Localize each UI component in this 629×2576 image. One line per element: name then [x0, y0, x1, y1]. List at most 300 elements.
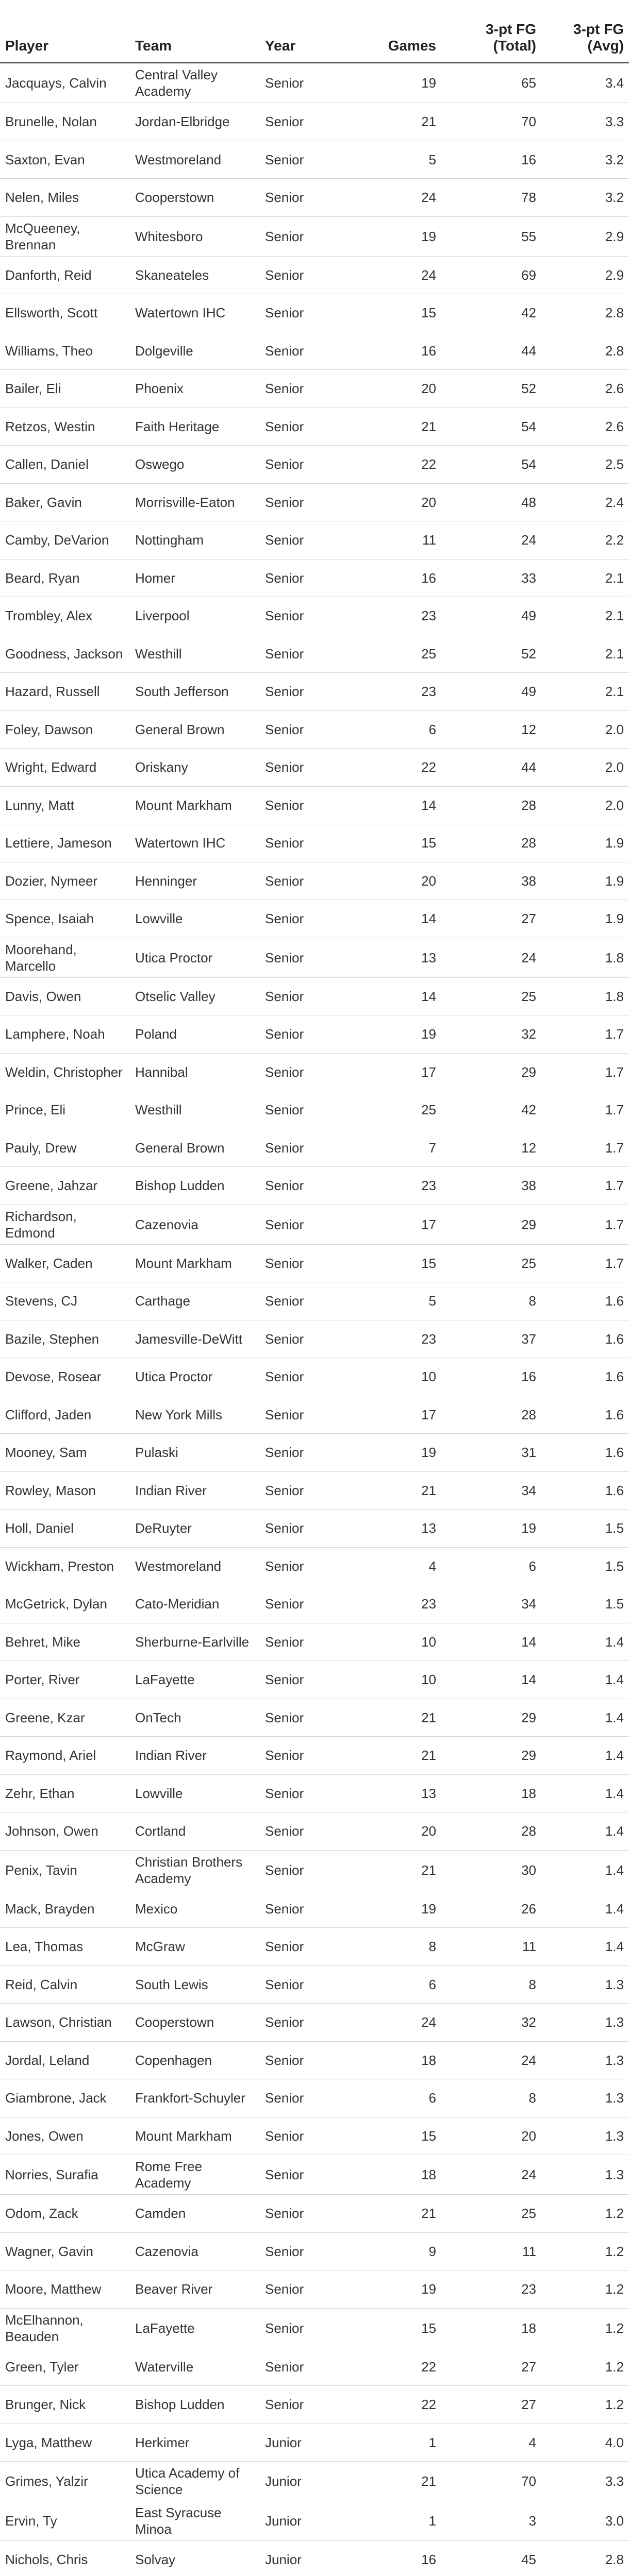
cell-games: 10 — [379, 1358, 441, 1396]
cell-3pt-total: 65 — [441, 63, 541, 103]
cell-3pt-avg: 1.3 — [541, 2041, 629, 2079]
cell-games: 21 — [379, 103, 441, 141]
cell-3pt-avg: 1.5 — [541, 1585, 629, 1623]
cell-3pt-avg: 1.6 — [541, 1471, 629, 1510]
cell-year: Senior — [260, 2195, 379, 2233]
table-row — [0, 216, 629, 256]
cell-player: Pauly, Drew — [0, 1129, 130, 1167]
cell-player: Reid, Calvin — [0, 1965, 130, 2004]
cell-games: 4 — [379, 1547, 441, 1585]
cell-3pt-avg: 3.2 — [541, 179, 629, 217]
cell-team: Indian River — [130, 1737, 260, 1775]
cell-games: 25 — [379, 1091, 441, 1129]
cell-player: Grimes, Yalzir — [0, 2462, 130, 2501]
cell-3pt-total: 16 — [441, 141, 541, 179]
cell-games: 15 — [379, 1244, 441, 1282]
cell-team: Oriskany — [130, 749, 260, 787]
header-year[interactable]: Year — [260, 0, 379, 63]
cell-player: Bailer, Eli — [0, 370, 130, 408]
cell-player: Odom, Zack — [0, 2195, 130, 2233]
cell-3pt-total: 12 — [441, 1129, 541, 1167]
cell-3pt-avg: 1.4 — [541, 1812, 629, 1851]
cell-year: Senior — [260, 977, 379, 1015]
cell-games: 17 — [379, 1053, 441, 1091]
cell-year: Senior — [260, 824, 379, 862]
table-row — [0, 2386, 629, 2424]
cell-team: Jamesville-DeWitt — [130, 1320, 260, 1358]
cell-team: East Syracuse Minoa — [130, 2501, 260, 2541]
cell-3pt-avg: 2.6 — [541, 370, 629, 408]
cell-games: 13 — [379, 938, 441, 977]
cell-player: Hazard, Russell — [0, 673, 130, 711]
cell-team: Phoenix — [130, 370, 260, 408]
cell-player: Lunny, Matt — [0, 786, 130, 824]
cell-team: Indian River — [130, 1471, 260, 1510]
cell-3pt-avg: 1.6 — [541, 1320, 629, 1358]
cell-player: Moore, Matthew — [0, 2270, 130, 2309]
cell-team: Cooperstown — [130, 179, 260, 217]
cell-year: Senior — [260, 256, 379, 294]
table-row — [0, 1244, 629, 1282]
cell-3pt-avg: 3.0 — [541, 2501, 629, 2541]
table-row — [0, 1167, 629, 1205]
cell-team: Central Valley Academy — [130, 63, 260, 103]
table-row — [0, 1396, 629, 1434]
cell-3pt-total: 20 — [441, 2117, 541, 2155]
cell-3pt-avg: 1.4 — [541, 1699, 629, 1737]
cell-team: Sherburne-Earlville — [130, 1623, 260, 1661]
cell-team: Cortland — [130, 1812, 260, 1851]
cell-player: Nelen, Miles — [0, 179, 130, 217]
cell-3pt-avg: 1.6 — [541, 1358, 629, 1396]
cell-games: 21 — [379, 2462, 441, 2501]
cell-3pt-total: 78 — [441, 179, 541, 217]
cell-games: 18 — [379, 2041, 441, 2079]
cell-year: Senior — [260, 1737, 379, 1775]
cell-3pt-avg: 1.5 — [541, 1510, 629, 1548]
cell-games: 7 — [379, 1129, 441, 1167]
cell-3pt-avg: 1.4 — [541, 1850, 629, 1890]
cell-games: 17 — [379, 1205, 441, 1244]
cell-year: Senior — [260, 1471, 379, 1510]
cell-3pt-total: 29 — [441, 1699, 541, 1737]
cell-games: 13 — [379, 1774, 441, 1812]
cell-3pt-avg: 1.5 — [541, 1547, 629, 1585]
cell-games: 10 — [379, 1661, 441, 1699]
cell-team: Cazenovia — [130, 2232, 260, 2270]
cell-team: South Lewis — [130, 1965, 260, 2004]
table-row — [0, 521, 629, 560]
cell-3pt-avg: 1.3 — [541, 2079, 629, 2117]
table-row — [0, 1510, 629, 1548]
cell-player: Weldin, Christopher — [0, 1053, 130, 1091]
cell-3pt-avg: 2.9 — [541, 256, 629, 294]
cell-player: Porter, River — [0, 1661, 130, 1699]
cell-year: Senior — [260, 294, 379, 332]
cell-team: Cooperstown — [130, 2004, 260, 2042]
table-row — [0, 256, 629, 294]
cell-3pt-total: 54 — [441, 446, 541, 484]
cell-games: 22 — [379, 2348, 441, 2386]
cell-team: Morrisville-Eaton — [130, 483, 260, 521]
table-row — [0, 900, 629, 938]
cell-3pt-total: 6 — [441, 1547, 541, 1585]
table-row — [0, 824, 629, 862]
cell-team: Pulaski — [130, 1434, 260, 1472]
cell-3pt-total: 14 — [441, 1661, 541, 1699]
cell-games: 17 — [379, 1396, 441, 1434]
table-row — [0, 1890, 629, 1928]
cell-games: 15 — [379, 2308, 441, 2348]
cell-3pt-avg: 2.8 — [541, 2541, 629, 2576]
cell-team: Mount Markham — [130, 786, 260, 824]
cell-year: Senior — [260, 635, 379, 673]
cell-3pt-total: 52 — [441, 370, 541, 408]
cell-year: Senior — [260, 332, 379, 370]
cell-player: Raymond, Ariel — [0, 1737, 130, 1775]
table-row — [0, 977, 629, 1015]
cell-year: Senior — [260, 938, 379, 977]
cell-player: Wagner, Gavin — [0, 2232, 130, 2270]
cell-3pt-avg: 1.2 — [541, 2308, 629, 2348]
cell-3pt-avg: 1.2 — [541, 2232, 629, 2270]
cell-games: 16 — [379, 2541, 441, 2576]
cell-3pt-total: 8 — [441, 1965, 541, 2004]
table-row — [0, 1699, 629, 1737]
cell-year: Senior — [260, 216, 379, 256]
cell-team: Westhill — [130, 1091, 260, 1129]
cell-year: Senior — [260, 1510, 379, 1548]
cell-team: Poland — [130, 1015, 260, 1054]
cell-team: Cato-Meridian — [130, 1585, 260, 1623]
table-row — [0, 1282, 629, 1320]
cell-player: Johnson, Owen — [0, 1812, 130, 1851]
cell-player: Wickham, Preston — [0, 1547, 130, 1585]
table-row — [0, 1320, 629, 1358]
cell-player: Lyga, Matthew — [0, 2424, 130, 2462]
cell-3pt-total: 29 — [441, 1053, 541, 1091]
cell-year: Senior — [260, 2004, 379, 2042]
cell-player: Goodness, Jackson — [0, 635, 130, 673]
table-row — [0, 2004, 629, 2042]
cell-3pt-avg: 1.2 — [541, 2270, 629, 2309]
cell-3pt-avg: 1.4 — [541, 1623, 629, 1661]
cell-player: Behret, Mike — [0, 1623, 130, 1661]
table-row — [0, 597, 629, 635]
cell-year: Senior — [260, 1129, 379, 1167]
cell-year: Senior — [260, 2041, 379, 2079]
cell-player: Greene, Jahzar — [0, 1167, 130, 1205]
table-row — [0, 1661, 629, 1699]
header-player[interactable]: Player — [0, 0, 130, 63]
cell-3pt-avg: 2.9 — [541, 216, 629, 256]
cell-year: Junior — [260, 2501, 379, 2541]
cell-games: 25 — [379, 635, 441, 673]
table-row — [0, 1205, 629, 1244]
table-row — [0, 446, 629, 484]
cell-team: Camden — [130, 2195, 260, 2233]
cell-3pt-avg: 2.8 — [541, 332, 629, 370]
cell-3pt-total: 8 — [441, 1282, 541, 1320]
cell-player: McQueeney, Brennan — [0, 216, 130, 256]
cell-player: Brunger, Nick — [0, 2386, 130, 2424]
cell-games: 10 — [379, 1623, 441, 1661]
cell-3pt-total: 26 — [441, 1890, 541, 1928]
table-row — [0, 938, 629, 977]
table-row — [0, 179, 629, 217]
cell-3pt-total: 33 — [441, 559, 541, 597]
cell-year: Senior — [260, 1015, 379, 1054]
cell-year: Senior — [260, 1623, 379, 1661]
cell-player: Holl, Daniel — [0, 1510, 130, 1548]
cell-year: Senior — [260, 2232, 379, 2270]
cell-games: 5 — [379, 1282, 441, 1320]
cell-player: Giambrone, Jack — [0, 2079, 130, 2117]
cell-player: Norries, Surafia — [0, 2155, 130, 2195]
table-row — [0, 483, 629, 521]
cell-games: 14 — [379, 977, 441, 1015]
cell-year: Senior — [260, 1928, 379, 1966]
table-row — [0, 2155, 629, 2195]
cell-3pt-total: 52 — [441, 635, 541, 673]
cell-year: Junior — [260, 2462, 379, 2501]
cell-player: Lettiere, Jameson — [0, 824, 130, 862]
cell-3pt-total: 23 — [441, 2270, 541, 2309]
cell-3pt-total: 34 — [441, 1585, 541, 1623]
cell-player: Brunelle, Nolan — [0, 103, 130, 141]
table-row — [0, 673, 629, 711]
cell-player: Ellsworth, Scott — [0, 294, 130, 332]
cell-year: Senior — [260, 446, 379, 484]
cell-year: Senior — [260, 1053, 379, 1091]
cell-year: Senior — [260, 1434, 379, 1472]
cell-games: 23 — [379, 673, 441, 711]
cell-3pt-avg: 1.2 — [541, 2348, 629, 2386]
cell-games: 21 — [379, 1850, 441, 1890]
cell-player: Bazile, Stephen — [0, 1320, 130, 1358]
cell-games: 23 — [379, 1585, 441, 1623]
cell-games: 14 — [379, 900, 441, 938]
cell-3pt-total: 27 — [441, 2348, 541, 2386]
table-row — [0, 2117, 629, 2155]
table-row — [0, 635, 629, 673]
cell-3pt-total: 70 — [441, 2462, 541, 2501]
header-team[interactable]: Team — [130, 0, 260, 63]
table-row — [0, 2348, 629, 2386]
cell-year: Senior — [260, 2348, 379, 2386]
cell-3pt-total: 32 — [441, 1015, 541, 1054]
cell-team: General Brown — [130, 1129, 260, 1167]
cell-year: Senior — [260, 2308, 379, 2348]
cell-team: Homer — [130, 559, 260, 597]
table-row — [0, 1928, 629, 1966]
cell-3pt-total: 37 — [441, 1320, 541, 1358]
cell-games: 11 — [379, 521, 441, 560]
cell-games: 20 — [379, 370, 441, 408]
cell-3pt-total: 30 — [441, 1850, 541, 1890]
table-row — [0, 1812, 629, 1851]
cell-games: 19 — [379, 2270, 441, 2309]
cell-year: Junior — [260, 2424, 379, 2462]
cell-games: 19 — [379, 216, 441, 256]
cell-games: 23 — [379, 597, 441, 635]
table-body — [0, 63, 629, 2576]
cell-team: Frankfort-Schuyler — [130, 2079, 260, 2117]
cell-team: Faith Heritage — [130, 408, 260, 446]
cell-player: Rowley, Mason — [0, 1471, 130, 1510]
header-3pt-avg[interactable]: 3-pt FG (Avg) — [541, 0, 629, 63]
cell-player: Stevens, CJ — [0, 1282, 130, 1320]
cell-player: Lamphere, Noah — [0, 1015, 130, 1054]
table-row — [0, 1434, 629, 1472]
cell-player: Lea, Thomas — [0, 1928, 130, 1966]
cell-3pt-total: 24 — [441, 521, 541, 560]
cell-3pt-total: 8 — [441, 2079, 541, 2117]
cell-3pt-total: 28 — [441, 786, 541, 824]
table-row — [0, 1358, 629, 1396]
cell-player: Dozier, Nymeer — [0, 862, 130, 900]
cell-player: Davis, Owen — [0, 977, 130, 1015]
cell-3pt-avg: 2.0 — [541, 749, 629, 787]
cell-games: 18 — [379, 2155, 441, 2195]
cell-player: Retzos, Westin — [0, 408, 130, 446]
cell-team: Skaneateles — [130, 256, 260, 294]
cell-team: DeRuyter — [130, 1510, 260, 1548]
cell-3pt-avg: 1.2 — [541, 2386, 629, 2424]
cell-team: General Brown — [130, 710, 260, 749]
cell-3pt-total: 44 — [441, 749, 541, 787]
cell-player: Clifford, Jaden — [0, 1396, 130, 1434]
cell-player: Foley, Dawson — [0, 710, 130, 749]
table-row — [0, 2541, 629, 2576]
cell-team: Cazenovia — [130, 1205, 260, 1244]
cell-team: Jordan-Elbridge — [130, 103, 260, 141]
table-row — [0, 370, 629, 408]
cell-3pt-total: 44 — [441, 332, 541, 370]
table-row — [0, 1737, 629, 1775]
header-3pt-total[interactable]: 3-pt FG (Total) — [441, 0, 541, 63]
cell-3pt-avg: 1.7 — [541, 1167, 629, 1205]
cell-games: 16 — [379, 332, 441, 370]
cell-team: Herkimer — [130, 2424, 260, 2462]
cell-games: 6 — [379, 1965, 441, 2004]
cell-3pt-avg: 1.4 — [541, 1890, 629, 1928]
cell-3pt-avg: 2.2 — [541, 521, 629, 560]
cell-games: 24 — [379, 2004, 441, 2042]
cell-3pt-total: 24 — [441, 938, 541, 977]
cell-3pt-avg: 2.8 — [541, 294, 629, 332]
table-row — [0, 862, 629, 900]
cell-3pt-total: 28 — [441, 824, 541, 862]
cell-team: Dolgeville — [130, 332, 260, 370]
table-row — [0, 332, 629, 370]
table-row — [0, 2424, 629, 2462]
cell-player: Richardson, Edmond — [0, 1205, 130, 1244]
cell-3pt-total: 55 — [441, 216, 541, 256]
cell-year: Senior — [260, 2270, 379, 2309]
cell-games: 24 — [379, 256, 441, 294]
cell-year: Senior — [260, 521, 379, 560]
cell-team: Bishop Ludden — [130, 2386, 260, 2424]
cell-year: Senior — [260, 1812, 379, 1851]
table-header — [0, 0, 629, 63]
cell-year: Junior — [260, 2541, 379, 2576]
cell-3pt-avg: 1.7 — [541, 1244, 629, 1282]
table-row — [0, 2308, 629, 2348]
cell-player: Green, Tyler — [0, 2348, 130, 2386]
cell-year: Senior — [260, 1774, 379, 1812]
cell-year: Senior — [260, 408, 379, 446]
cell-3pt-total: 25 — [441, 977, 541, 1015]
table-row — [0, 2462, 629, 2501]
cell-3pt-avg: 1.7 — [541, 1053, 629, 1091]
cell-games: 21 — [379, 408, 441, 446]
cell-3pt-total: 18 — [441, 2308, 541, 2348]
table-row — [0, 2232, 629, 2270]
cell-3pt-avg: 4.0 — [541, 2424, 629, 2462]
cell-team: Copenhagen — [130, 2041, 260, 2079]
cell-year: Senior — [260, 1661, 379, 1699]
cell-3pt-avg: 1.3 — [541, 2155, 629, 2195]
cell-year: Senior — [260, 900, 379, 938]
cell-year: Senior — [260, 1091, 379, 1129]
cell-3pt-total: 16 — [441, 1358, 541, 1396]
header-games[interactable]: Games — [379, 0, 441, 63]
cell-3pt-avg: 1.6 — [541, 1282, 629, 1320]
cell-3pt-avg: 1.8 — [541, 938, 629, 977]
cell-3pt-total: 24 — [441, 2155, 541, 2195]
table-row — [0, 2079, 629, 2117]
cell-3pt-total: 29 — [441, 1737, 541, 1775]
cell-team: LaFayette — [130, 1661, 260, 1699]
cell-player: Trombley, Alex — [0, 597, 130, 635]
cell-year: Senior — [260, 2386, 379, 2424]
cell-year: Senior — [260, 786, 379, 824]
table-row — [0, 294, 629, 332]
cell-player: Prince, Eli — [0, 1091, 130, 1129]
cell-3pt-total: 54 — [441, 408, 541, 446]
cell-games: 21 — [379, 1471, 441, 1510]
cell-3pt-total: 69 — [441, 256, 541, 294]
table-row — [0, 786, 629, 824]
cell-team: McGraw — [130, 1928, 260, 1966]
cell-3pt-total: 24 — [441, 2041, 541, 2079]
table-row — [0, 1091, 629, 1129]
cell-team: Bishop Ludden — [130, 1167, 260, 1205]
cell-3pt-avg: 2.6 — [541, 408, 629, 446]
cell-team: New York Mills — [130, 1396, 260, 1434]
cell-player: Jacquays, Calvin — [0, 63, 130, 103]
cell-year: Senior — [260, 141, 379, 179]
cell-games: 16 — [379, 559, 441, 597]
cell-3pt-total: 49 — [441, 673, 541, 711]
cell-player: Mooney, Sam — [0, 1434, 130, 1472]
cell-games: 13 — [379, 1510, 441, 1548]
cell-player: Camby, DeVarion — [0, 521, 130, 560]
cell-player: Spence, Isaiah — [0, 900, 130, 938]
cell-team: Utica Academy of Science — [130, 2462, 260, 2501]
cell-year: Senior — [260, 2079, 379, 2117]
cell-3pt-total: 49 — [441, 597, 541, 635]
cell-team: Otselic Valley — [130, 977, 260, 1015]
table-row — [0, 1129, 629, 1167]
cell-3pt-total: 28 — [441, 1396, 541, 1434]
cell-games: 6 — [379, 710, 441, 749]
table-row — [0, 559, 629, 597]
cell-year: Senior — [260, 370, 379, 408]
cell-team: OnTech — [130, 1699, 260, 1737]
cell-games: 6 — [379, 2079, 441, 2117]
